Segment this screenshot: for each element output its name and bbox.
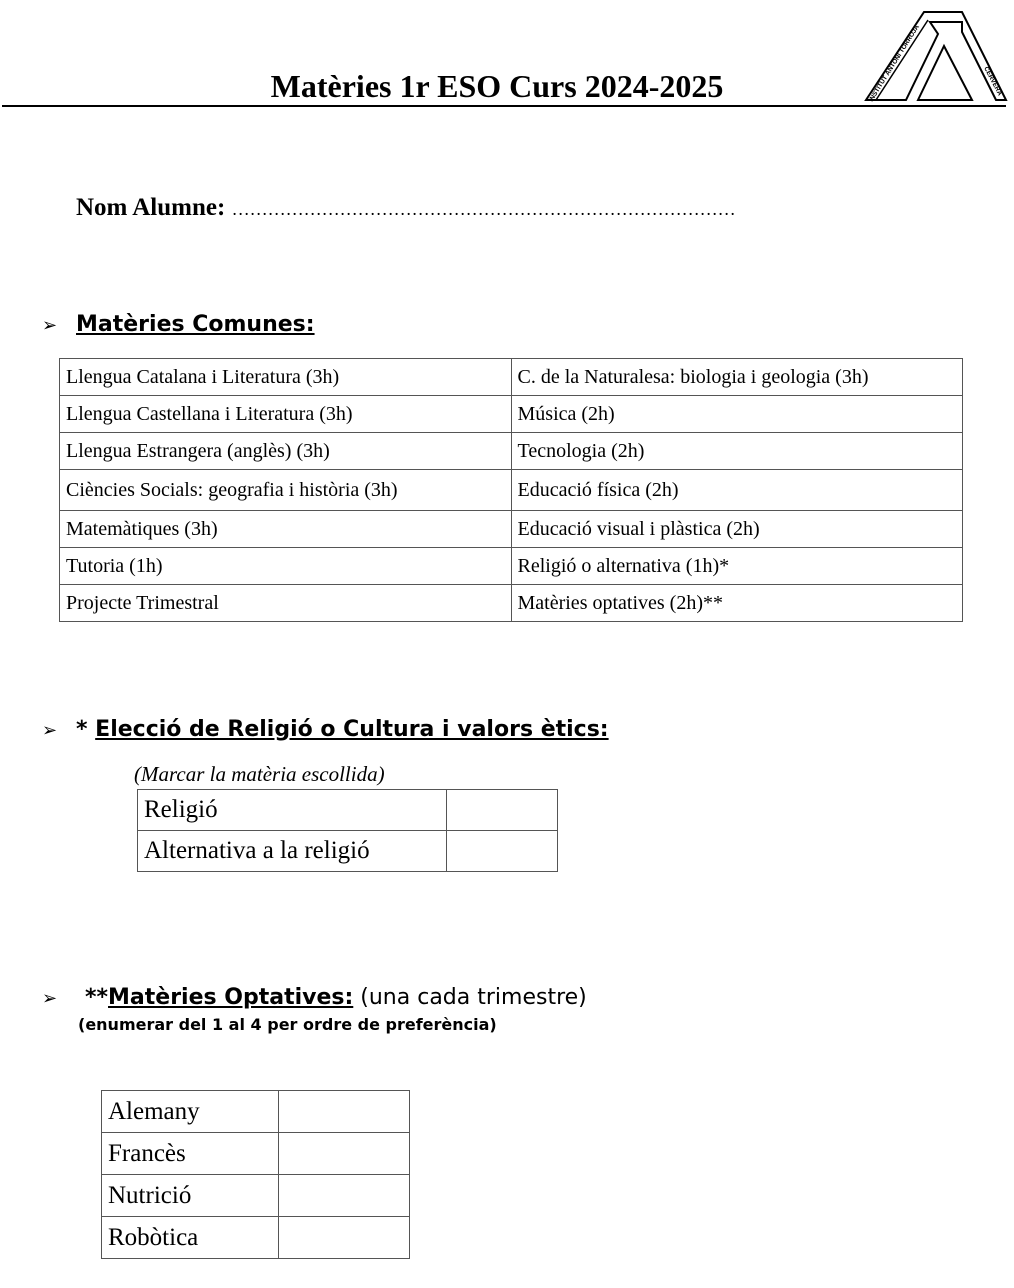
common-subjects-heading (42, 312, 315, 337)
institute-logo (862, 6, 1010, 108)
table-cell: Educació física (2h) (511, 470, 963, 511)
logo-text-right: CERVERA (982, 65, 1004, 97)
religion-instruction: (Marcar la matèria escollida) (134, 762, 385, 786)
optional-subjects-heading (42, 985, 587, 1010)
table-row (60, 511, 963, 548)
optional-heading-text: Matèries Optatives: (108, 985, 354, 1010)
religion-option-label: Alternativa a la religió (138, 831, 447, 872)
religion-heading (42, 717, 609, 742)
optional-option-label: Alemany (102, 1091, 279, 1133)
optional-stars: ** (85, 985, 109, 1010)
table-cell: Projecte Trimestral (60, 585, 512, 622)
table-cell: Tutoria (1h) (60, 548, 512, 585)
table-row (60, 359, 963, 396)
optional-option-label: Francès (102, 1133, 279, 1175)
optional-option-label: Nutrició (102, 1175, 279, 1217)
table-cell: Música (2h) (511, 396, 963, 433)
optional-option-label: Robòtica (102, 1217, 279, 1259)
religion-option-label: Religió (138, 790, 447, 831)
table-cell: Llengua Estrangera (anglès) (3h) (60, 433, 512, 470)
table-cell: Llengua Castellana i Literatura (3h) (60, 396, 512, 433)
arrow-bullet-icon: ➢ (42, 315, 58, 336)
table-cell: Matèries optatives (2h)** (511, 585, 963, 622)
common-heading-text: Matèries Comunes: (76, 312, 315, 337)
table-row (102, 1133, 410, 1175)
table-row (60, 396, 963, 433)
alternative-checkbox[interactable] (447, 831, 558, 872)
table-row (102, 1175, 410, 1217)
common-subjects-table (59, 358, 963, 622)
table-row (102, 1091, 410, 1133)
arrow-bullet-icon: ➢ (42, 720, 58, 741)
student-name-dots: ………………………………………………………………………… (231, 199, 736, 219)
table-row (60, 433, 963, 470)
religion-star: * (76, 717, 96, 742)
table-row (60, 548, 963, 585)
optional-heading-suffix: (una cada trimestre) (353, 985, 587, 1010)
table-row (138, 831, 558, 872)
table-row (102, 1217, 410, 1259)
table-cell: Tecnologia (2h) (511, 433, 963, 470)
table-row (138, 790, 558, 831)
table-cell: C. de la Naturalesa: biologia i geologia (3h) (511, 359, 963, 396)
table-cell: Llengua Catalana i Literatura (3h) (60, 359, 512, 396)
preference-input-box[interactable] (279, 1091, 410, 1133)
religion-heading-text: Elecció de Religió o Cultura i valors ètics: (95, 717, 609, 742)
preference-input-box[interactable] (279, 1175, 410, 1217)
table-cell: Religió o alternativa (1h)* (511, 548, 963, 585)
arrow-bullet-icon: ➢ (42, 988, 58, 1009)
student-name-line (76, 194, 736, 222)
logo-text-left: INSTITUT ANTONI TORROJA (867, 23, 921, 104)
table-row (60, 470, 963, 511)
table-cell: Matemàtiques (3h) (60, 511, 512, 548)
table-row (60, 585, 963, 622)
table-cell: Ciències Socials: geografia i història (3h) (60, 470, 512, 511)
preference-input-box[interactable] (279, 1133, 410, 1175)
optional-instruction: (enumerar del 1 al 4 per ordre de preferència) (78, 1015, 497, 1034)
optional-subjects-table (101, 1090, 410, 1259)
page-title: Matèries 1r ESO Curs 2024-2025 (270, 68, 724, 104)
table-cell: Educació visual i plàstica (2h) (511, 511, 963, 548)
religion-checkbox[interactable] (447, 790, 558, 831)
religion-choice-table (137, 789, 558, 872)
title-underline (2, 105, 1006, 107)
student-name-label: Nom Alumne: (76, 194, 226, 221)
preference-input-box[interactable] (279, 1217, 410, 1259)
